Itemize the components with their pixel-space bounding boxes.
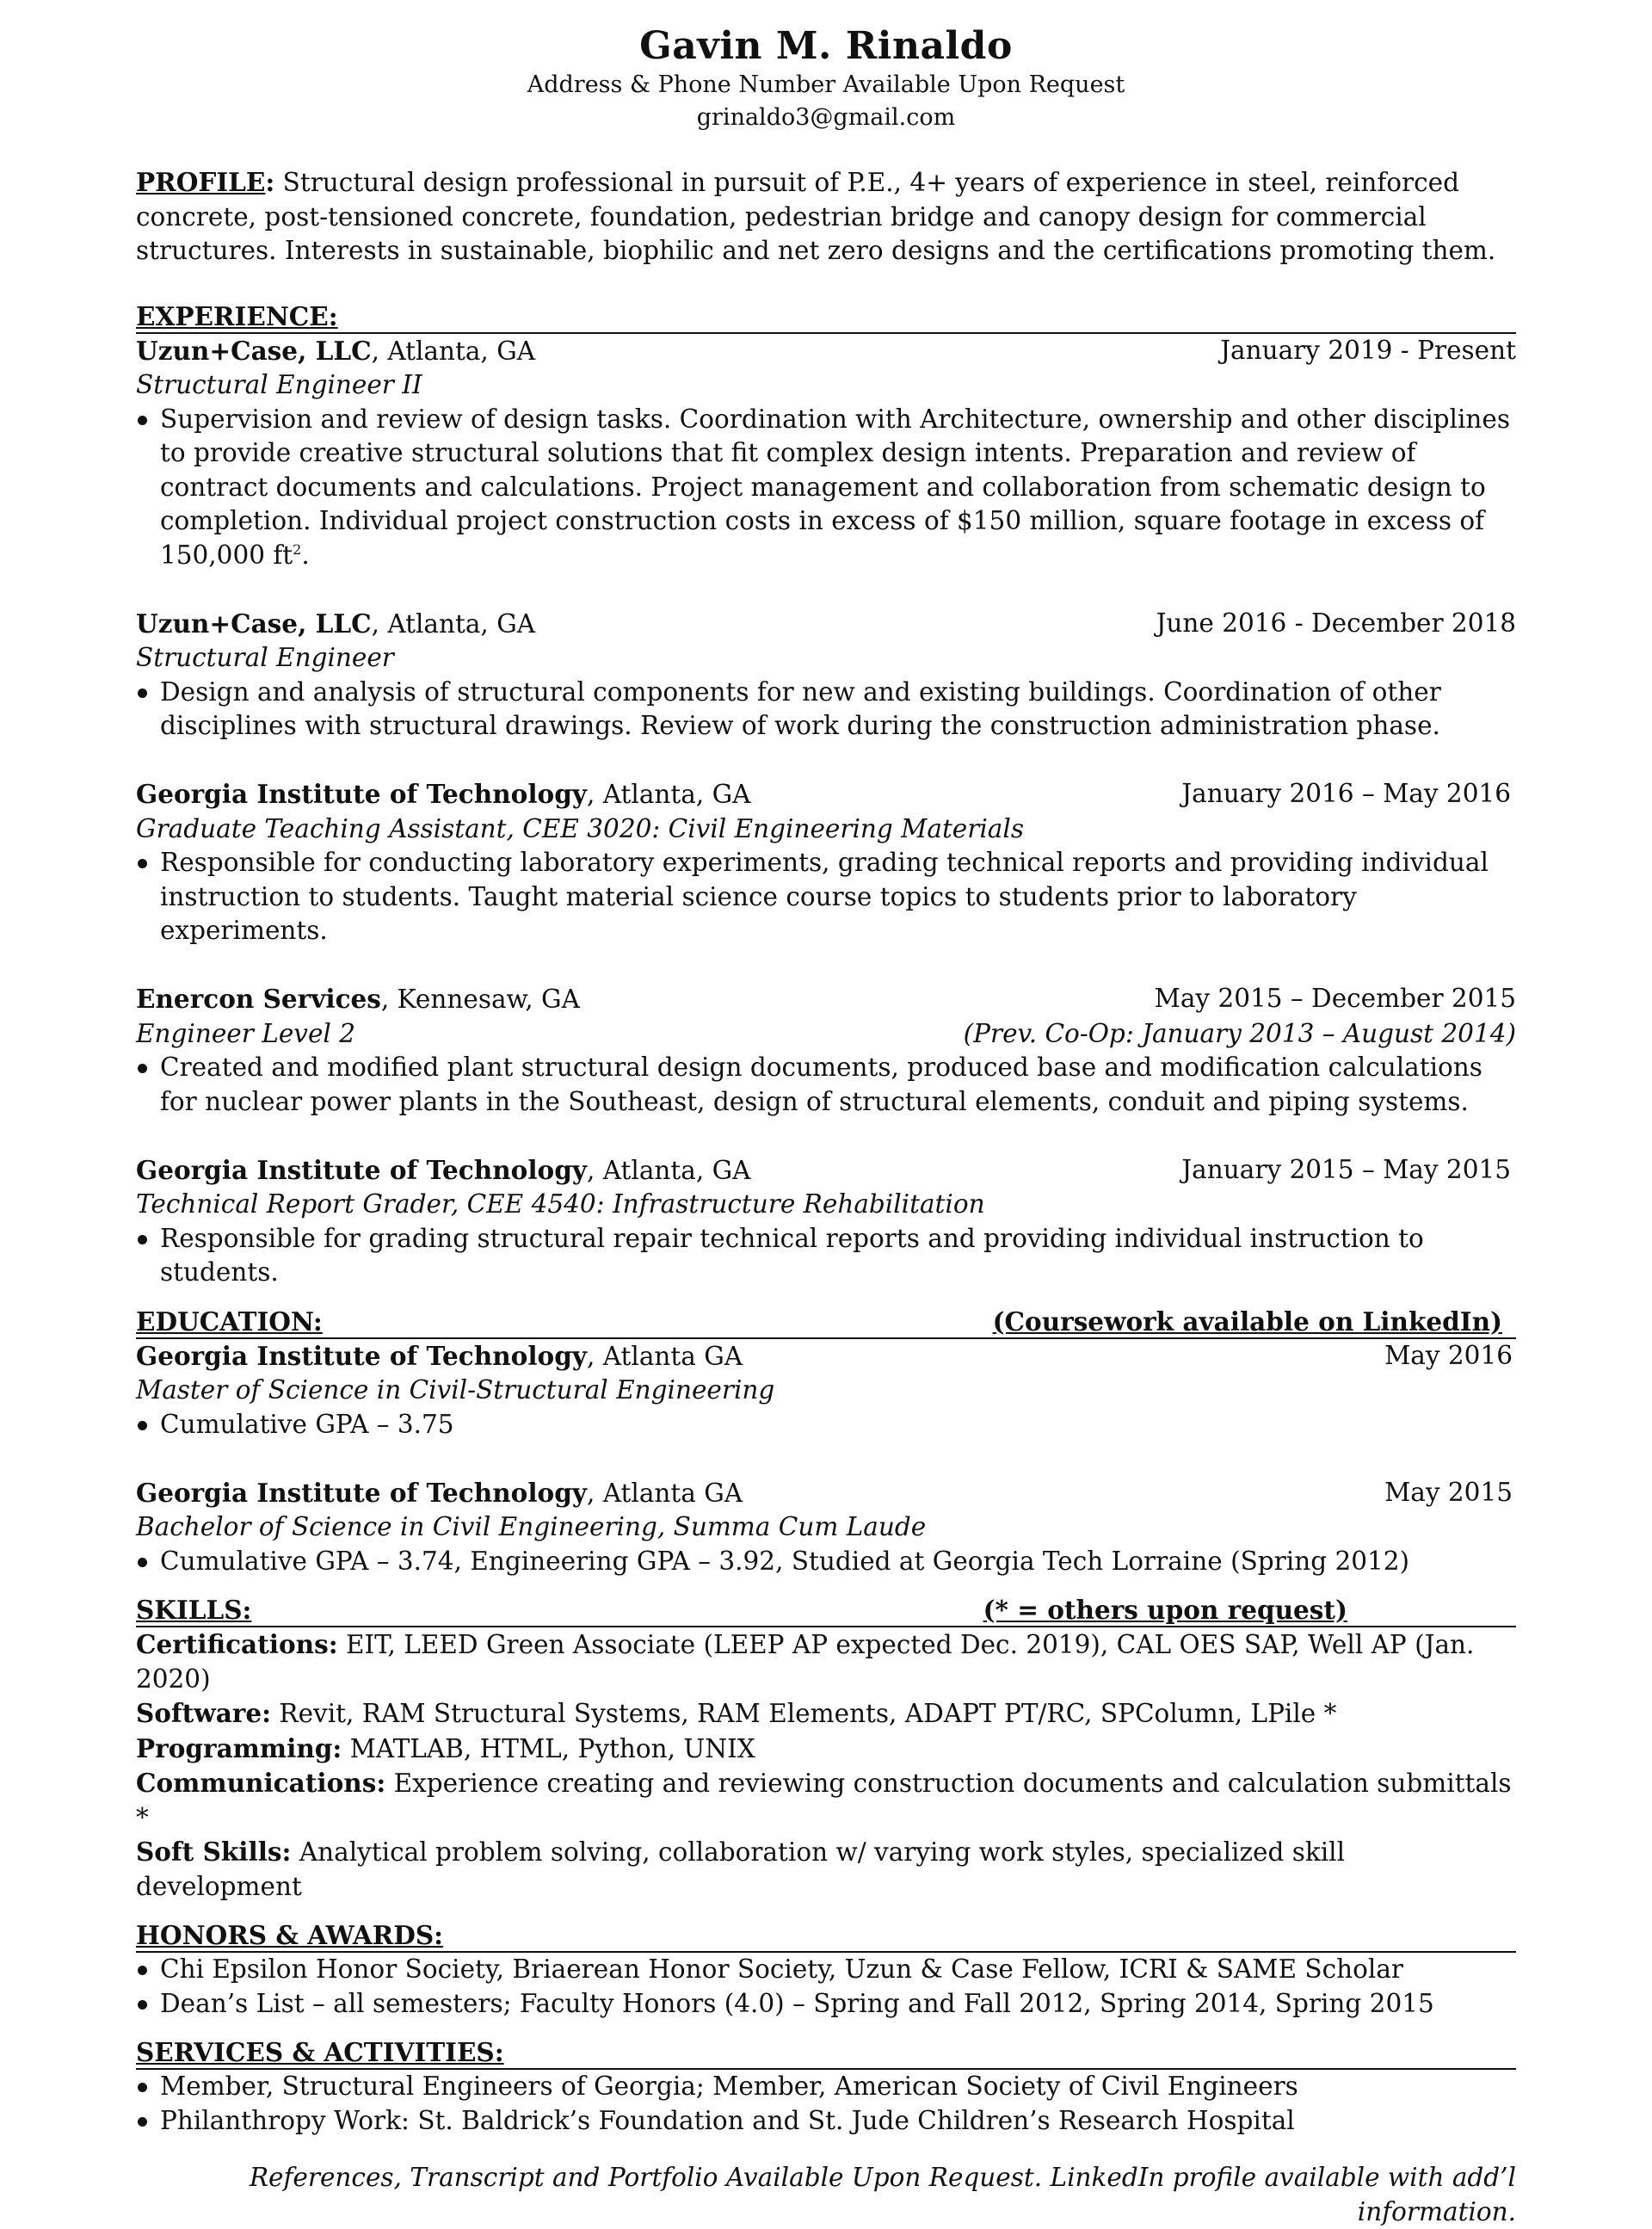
skill-key: Certifications:	[136, 1629, 338, 1659]
services-heading	[136, 2037, 1516, 2070]
skill-line	[136, 1766, 1516, 1835]
employment-dates: January 2019 - Present	[1220, 335, 1516, 365]
employer-location: , Atlanta, GA	[371, 336, 536, 366]
superscript: 2	[293, 540, 302, 558]
duty-bullet: Responsible for grading structural repair technical reports and providing individual instruction to students.	[136, 1222, 1516, 1290]
honors-heading-label: HONORS & AWARDS:	[136, 1920, 444, 1950]
skill-key: Programming:	[136, 1732, 342, 1763]
employment-dates: January 2015 – May 2015	[1181, 1154, 1511, 1184]
job-title: Structural Engineer	[136, 643, 394, 672]
experience-heading-label: EXPERIENCE:	[136, 300, 338, 331]
duty-bullet	[136, 403, 1516, 573]
skill-value: MATLAB, HTML, Python, UNIX	[342, 1733, 755, 1763]
experience-heading	[136, 301, 1516, 334]
profile-colon: :	[265, 167, 275, 197]
honor-item: Dean’s List – all semesters; Faculty Honors (4.0) – Spring and Fall 2012, Spring 2014, Spring 2015	[136, 1987, 1516, 2022]
education-heading	[136, 1306, 1516, 1339]
school-name: Georgia Institute of Technology	[136, 1340, 587, 1371]
experience-entry	[136, 334, 1516, 573]
employer-location: , Atlanta, GA	[371, 608, 536, 639]
candidate-name: Gavin M. Rinaldo	[639, 24, 1013, 68]
school-location: , Atlanta GA	[587, 1478, 743, 1508]
profile-label: PROFILE	[136, 167, 266, 197]
gpa-bullet: Cumulative GPA – 3.75	[136, 1408, 1516, 1442]
employer-location: , Atlanta, GA	[587, 1155, 751, 1185]
employer-location: , Kennesaw, GA	[380, 985, 580, 1014]
skill-value: Revit, RAM Structural Systems, RAM Elements, ADAPT PT/RC, SPColumn, LPile *	[271, 1699, 1337, 1728]
school-location: , Atlanta GA	[587, 1341, 743, 1371]
employer-name: Enercon Services	[136, 984, 381, 1014]
experience-entry	[136, 982, 1516, 1119]
skill-line	[136, 1732, 1516, 1767]
honors-heading	[136, 1920, 1516, 1953]
gpa-bullet: Cumulative GPA – 3.74, Engineering GPA – 3.92, Studied at Georgia Tech Lorraine (Spring 2012)	[136, 1545, 1516, 1579]
skills-note: (* = others upon request)	[983, 1595, 1347, 1625]
skill-key: Soft Skills:	[136, 1837, 292, 1867]
employer-name: Uzun+Case, LLC	[136, 608, 372, 639]
job-title: Graduate Teaching Assistant, CEE 3020: Civil Engineering Materials	[136, 813, 1024, 843]
employer-name: Georgia Institute of Technology	[136, 779, 587, 809]
education-heading-label: EDUCATION:	[136, 1306, 323, 1337]
address-line: Address & Phone Number Available Upon Request	[527, 71, 1125, 98]
service-item: Member, Structural Engineers of Georgia; Member, American Society of Civil Engineers	[136, 2070, 1516, 2104]
employment-dates: January 2016 – May 2016	[1181, 779, 1511, 808]
skill-value: Analytical problem solving, collaboration w/ varying work styles, specialized skill development	[136, 1837, 1346, 1901]
skill-value: Experience creating and reviewing construction documents and calculation submittals *	[136, 1769, 1512, 1832]
footer-note: References, Transcript and Portfolio Available Upon Request. LinkedIn profile available with add’l information.	[249, 2163, 1516, 2226]
education-entry	[136, 1476, 1516, 1579]
job-title: Structural Engineer II	[136, 370, 422, 399]
skill-line	[136, 1627, 1516, 1696]
resume-page	[136, 0, 1516, 2229]
service-item: Philanthropy Work: St. Baldrick’s Foundation and St. Jude Children’s Research Hospital	[136, 2104, 1516, 2139]
duty-text: Supervision and review of design tasks. Coordination with Architecture, ownership and other disciplines to provide creative structural solutions that fit complex design intents. Preparation and review of contract documents and calculations. Project management and collaboration from schematic design to completion. Individual project construction costs in excess of $150 million, square footage in excess of 150,000 ft	[160, 404, 1511, 570]
services-list	[136, 2070, 1516, 2138]
education-entry	[136, 1339, 1516, 1442]
school-name: Georgia Institute of Technology	[136, 1477, 587, 1508]
profile-section	[136, 165, 1516, 269]
email-address: grinaldo3@gmail.com	[696, 104, 956, 131]
honor-item: Chi Epsilon Honor Society, Briaerean Honor Society, Uzun & Case Fellow, ICRI & SAME Scholar	[136, 1953, 1516, 1987]
education-note: (Coursework available on LinkedIn)	[992, 1306, 1502, 1337]
degree: Master of Science in Civil-Structural Engineering	[136, 1375, 775, 1405]
honors-list	[136, 1953, 1516, 2021]
skill-key: Communications:	[136, 1768, 386, 1798]
skill-key: Software:	[136, 1698, 272, 1728]
employer-name: Uzun+Case, LLC	[136, 335, 372, 366]
duty-bullet: Responsible for conducting laboratory experiments, grading technical reports and providing individual instruction to students. Taught material science course topics to students prior to laboratory experiments.	[136, 846, 1516, 948]
employment-dates: May 2015 – December 2015	[1154, 984, 1516, 1013]
degree: Bachelor of Science in Civil Engineering, Summa Cum Laude	[136, 1512, 927, 1541]
job-title: Technical Report Grader, CEE 4540: Infrastructure Rehabilitation	[136, 1189, 985, 1219]
graduation-date: May 2015	[1384, 1477, 1513, 1507]
employment-dates: June 2016 - December 2018	[1156, 608, 1516, 638]
experience-entry	[136, 607, 1516, 744]
profile-text: Structural design professional in pursuit of P.E., 4+ years of experience in steel, reinforced concrete, post-tensioned concrete, foundation, pedestrian bridge and canopy design for commercial structures. Interests in sustainable, biophilic and net zero designs and the certifications promoting them.	[136, 168, 1496, 265]
skill-line	[136, 1696, 1516, 1732]
employer-name: Georgia Institute of Technology	[136, 1154, 587, 1185]
employer-location: , Atlanta, GA	[587, 780, 751, 809]
prior-coop-dates: (Prev. Co-Op: January 2013 – August 2014)	[963, 1018, 1516, 1048]
experience-entry	[136, 777, 1516, 948]
experience-entry	[136, 1153, 1516, 1290]
services-heading-label: SERVICES & ACTIVITIES:	[136, 2037, 504, 2067]
duty-bullet: Design and analysis of structural components for new and existing buildings. Coordination of other disciplines with structural drawings. Review of work during the construction administration phase.	[136, 676, 1516, 744]
skill-value: EIT, LEED Green Associate (LEEP AP expected Dec. 2019), CAL OES SAP, Well AP (Jan. 2020)	[136, 1630, 1475, 1694]
skill-line	[136, 1835, 1516, 1904]
graduation-date: May 2016	[1384, 1340, 1513, 1370]
skills-heading	[136, 1595, 1516, 1627]
skills-heading-label: SKILLS:	[136, 1595, 252, 1625]
duty-bullet: Created and modified plant structural design documents, produced base and modification calculations for nuclear power plants in the Southeast, design of structural elements, conduit and piping systems.	[136, 1051, 1516, 1119]
duty-end: .	[301, 540, 310, 570]
job-title: Engineer Level 2	[136, 1018, 355, 1048]
